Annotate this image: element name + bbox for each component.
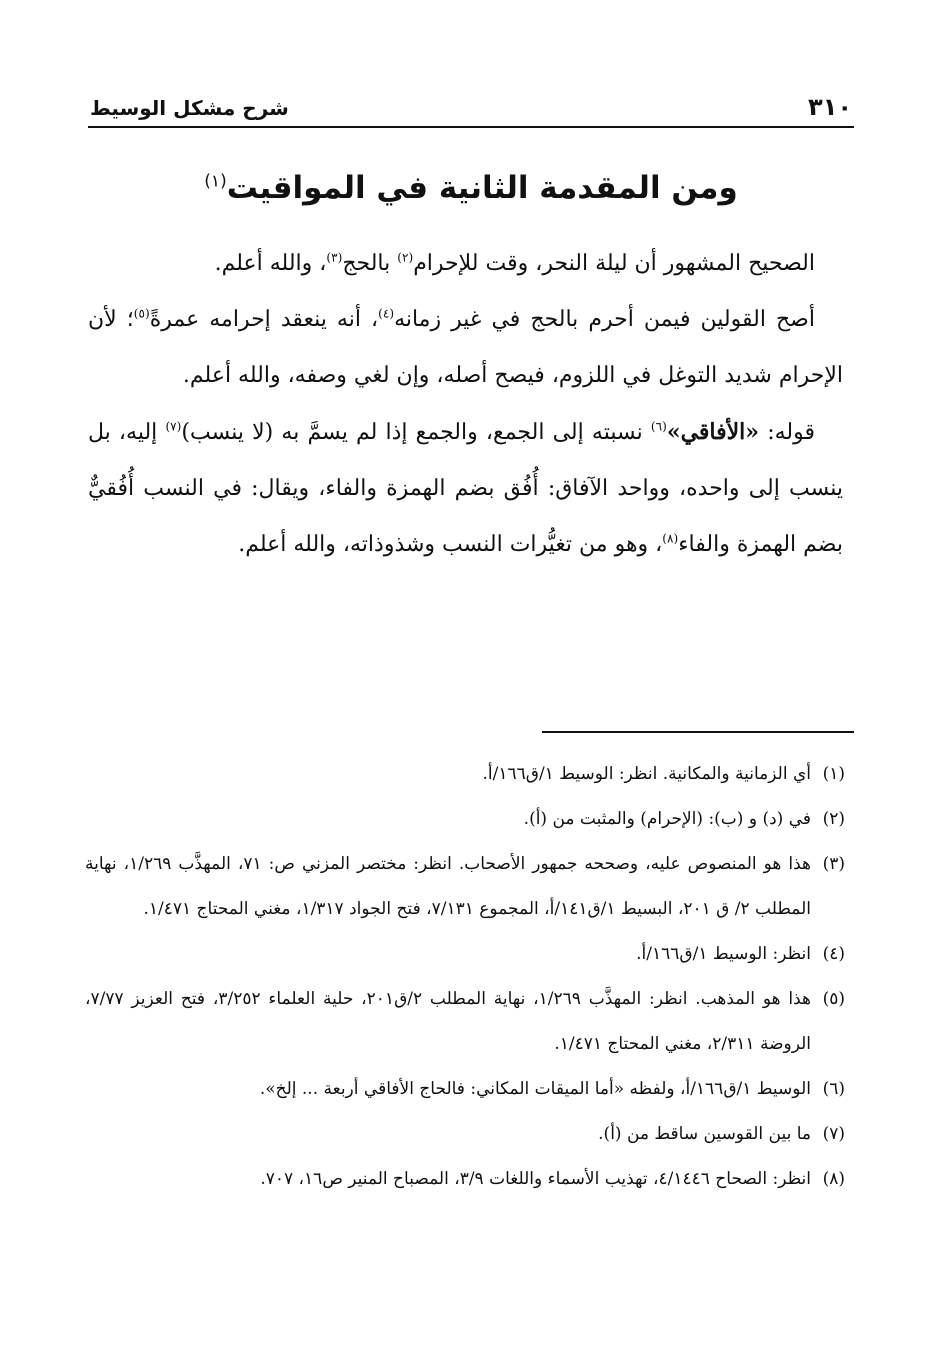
footnote: [85, 932, 845, 977]
running-header: [88, 92, 854, 128]
footnote-number: (٨): [822, 1169, 845, 1189]
paragraph-3: [88, 404, 843, 573]
footnote-divider: [542, 731, 854, 733]
footnote-number: (٤): [822, 944, 845, 964]
footnote-ref: (٣): [326, 250, 343, 265]
paragraph-text: الصحيح المشهور أن ليلة النحر، وقت للإحرام: [413, 251, 815, 276]
footnote-text: أي الزمانية والمكانية. انظر: الوسيط ١/ق١٦٦/أ.: [482, 764, 811, 784]
footnote: [85, 977, 845, 1067]
paragraph-text: بالحج: [342, 251, 398, 276]
paragraph-text: ؛ لأن الإحرام شديد التوغل في اللزوم، فيصح أصله، وإن لغي وصفه، والله أعلم.: [88, 307, 843, 388]
footnote-text: ما بين القوسين ساقط من (أ).: [598, 1124, 811, 1144]
footnote: [85, 842, 845, 932]
footnote-text: انظر: الوسيط ١/ق١٦٦/أ.: [636, 944, 811, 964]
footnote-number: (٢): [822, 809, 845, 829]
paragraph-text: ، والله أعلم.: [214, 251, 327, 276]
paragraph-2: [88, 292, 843, 404]
footnote-ref: (٧): [165, 419, 182, 434]
footnote-text: الوسيط ١/ق١٦٦/أ، ولفظه «أما الميقات المكاني: فالحاج الأفاقي أربعة ... إلخ».: [259, 1079, 811, 1099]
footnote-number: (٧): [822, 1124, 845, 1144]
paragraph-text: إليه، بل ينسب إلى واحده، وواحد الآفاق: أُفُق بضم الهمزة والفاء، ويقال: في النسب أُفُقيٌّ بضم الهمزة والفاء: [88, 420, 843, 557]
paragraph-text: ، وهو من تغيُّرات النسب وشذوذاته، والله أعلم.: [238, 532, 663, 557]
footnote-text: هذا هو المذهب. انظر: المهذَّب ١/٢٦٩، نهاية المطلب ٢/ق٢٠١، حلية العلماء ٣/٢٥٢، فتح العزيز ٧/٧٧، الروضة ٢/٣١١، مغني المحتاج ١/٤٧١.: [85, 989, 811, 1054]
footnote: [85, 752, 845, 797]
body-text: [88, 236, 843, 573]
footnote-number: (٥): [822, 989, 845, 1009]
footnote-ref: (٢): [397, 250, 414, 265]
footnote-text: انظر: الصحاح ٤/١٤٤٦، تهذيب الأسماء واللغات ٣/٩، المصباح المنير ص١٦، ٧٠٧.: [260, 1169, 811, 1189]
footnote-number: (١): [822, 764, 845, 784]
paragraph-text: ، أنه ينعقد إحرامه عمرةً: [149, 307, 379, 332]
paragraph-text: أصح القولين فيمن أحرم بالحج في غير زمانه: [394, 307, 815, 332]
section-title: ومن المقدمة الثانية في المواقيت: [226, 170, 738, 206]
footnote-text: هذا هو المنصوص عليه، وصححه جمهور الأصحاب. انظر: مختصر المزني ص: ٧١، المهذَّب ١/٢٦٩، نهاية المطلب ٢/ ق ٢٠١، البسيط ١/ق١٤١/أ، المجموع ٧/١٣١، فتح الجواد ١/٣١٧، مغني المحتاج ١/٤٧١.: [85, 854, 811, 919]
section-heading: [88, 164, 854, 212]
footnotes: [85, 752, 845, 1202]
footnote-ref: (٦): [650, 419, 667, 434]
footnote: [85, 797, 845, 842]
paragraph-text: قوله:: [759, 420, 815, 445]
footnote-ref: (٨): [662, 531, 679, 546]
defined-term: «الأفاقي»: [666, 419, 760, 445]
footnote-ref: (٤): [378, 306, 395, 321]
footnote-number: (٦): [822, 1079, 845, 1099]
page-number: ٣١٠: [808, 93, 852, 121]
running-title: شرح مشكل الوسيط: [90, 96, 289, 120]
paragraph-1: [88, 236, 843, 292]
footnote-number: (٣): [822, 854, 845, 874]
paragraph-text: نسبته إلى الجمع، والجمع إذا لم يسمَّ به (لا ينسب): [181, 420, 651, 445]
footnote: [85, 1112, 845, 1157]
footnote: [85, 1157, 845, 1202]
footnote: [85, 1067, 845, 1112]
footnote-ref: (٥): [133, 306, 150, 321]
footnote-text: في (د) و (ب): (الإحرام) والمثبت من (أ).: [523, 809, 811, 829]
footnote-ref: (١): [204, 171, 227, 192]
